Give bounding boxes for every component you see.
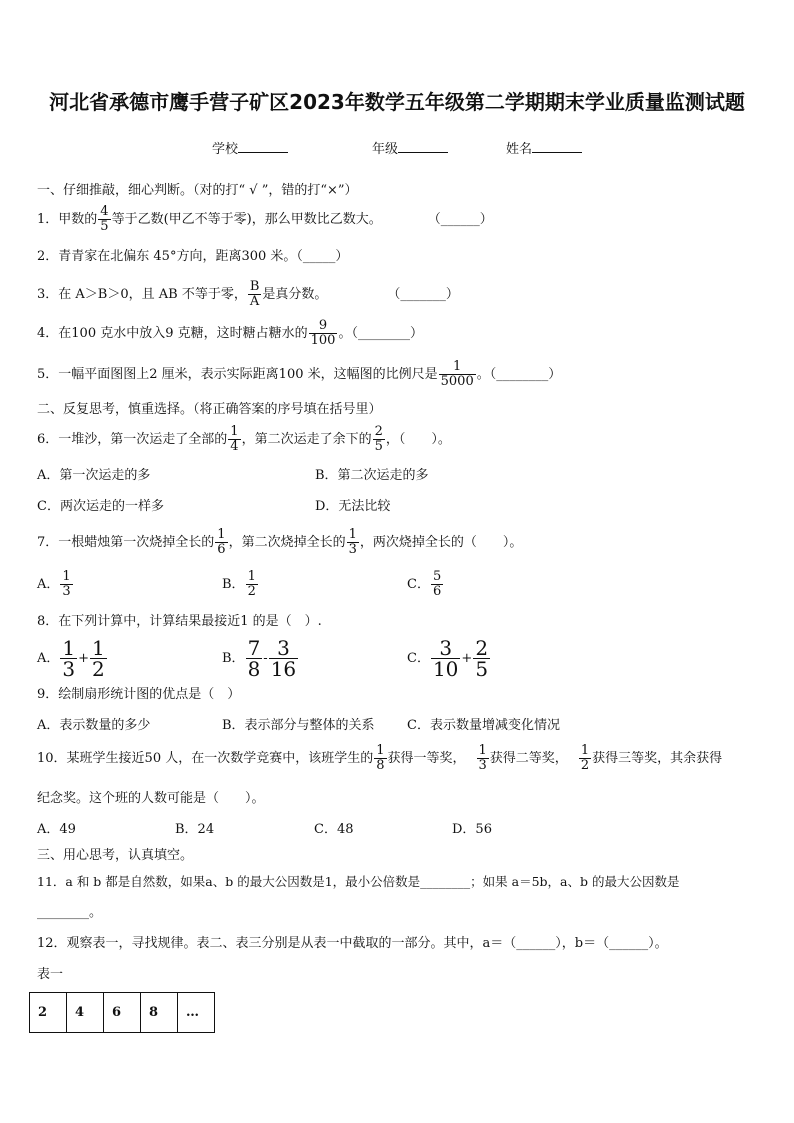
q8-c-fraction-2: $\frac{2}{5}$ xyxy=(475,636,489,681)
q7-text: 7．一根蜡烛第一次烧掉全长的 xyxy=(37,535,215,550)
sequence-table xyxy=(29,992,215,1033)
q10-line-2[interactable]: 纪念奖。这个班的人数可能是（ ）。 xyxy=(37,791,265,806)
q5-answer-blank[interactable]: 。（________） xyxy=(476,367,562,382)
q4-answer-blank[interactable]: 。（________） xyxy=(338,326,423,341)
q8-b-fraction-2: $\frac{3}{16}$ xyxy=(270,636,297,681)
table-cell: … xyxy=(178,993,215,1033)
grade-label: 年级 xyxy=(372,142,399,157)
q1-answer-blank[interactable]: （______） xyxy=(427,212,493,227)
q11-line-2[interactable]: ________。 xyxy=(37,905,103,920)
q9-option-a[interactable]: A．表示数量的多少 xyxy=(37,718,151,733)
table-1-label: 表一 xyxy=(37,967,64,982)
q6-text: 6．一堆沙，第一次运走了全部的 xyxy=(37,432,228,447)
q8-option-a[interactable]: A． $\frac{1}{3}$ + $\frac{1}{2}$ xyxy=(37,636,105,681)
question-7 xyxy=(37,528,522,557)
q9-option-b[interactable]: B．表示部分与整体的关系 xyxy=(222,718,375,733)
q7-option-b-fraction: $\frac{1}{2}$ xyxy=(247,569,256,599)
q6-answer-blank[interactable]: ，（ ）。 xyxy=(385,432,451,447)
q7-option-a[interactable]: A． $\frac{1}{3}$ xyxy=(37,569,71,599)
school-label: 学校 xyxy=(212,142,239,157)
question-12[interactable]: 12．观察表一，寻找规律。表二、表三分别是从表一中截取的一部分。其中，a＝（______），b＝（______）。 xyxy=(37,936,668,951)
question-5 xyxy=(37,360,561,389)
table-cell: 8 xyxy=(141,993,178,1033)
q7-option-c-fraction: $\frac{5}{6}$ xyxy=(432,569,442,599)
page-title: 河北省承德市鹰手营子矿区2023年数学五年级第二学期期末学业质量监测试题 xyxy=(49,90,745,114)
q8-b-fraction-1: $\frac{7}{8}$ xyxy=(247,636,261,681)
q6-option-b[interactable]: B．第二次运走的多 xyxy=(315,468,429,483)
table-cell: 6 xyxy=(104,993,141,1033)
question-3 xyxy=(37,280,459,309)
question-10: 10．某班学生接近50 人，在一次数学竞赛中，该班学生的 $\frac{1}{8}$ 获得一等奖， $\frac{1}{3}$ 获得二等奖， $\frac{1}{2}$ 获得三等奖，其余获得 xyxy=(37,743,723,773)
section2-heading: 二、反复思考，慎重选择。（将正确答案的序号填在括号里） xyxy=(37,402,382,417)
q8-option-c[interactable]: C． $\frac{3}{10}$ + $\frac{2}{5}$ xyxy=(407,636,489,681)
section3-heading: 三、用心思考，认真填空。 xyxy=(37,848,194,863)
table-cell: 2 xyxy=(30,993,67,1033)
q4-fraction: $\frac{9}{100}$ xyxy=(310,318,336,348)
q3-text-2: 是真分数。 xyxy=(262,287,328,302)
q8-a-fraction-2: $\frac{1}{2}$ xyxy=(92,636,105,681)
question-1 xyxy=(37,205,493,234)
q1-text: 1．甲数的 xyxy=(37,212,98,227)
q8-option-b[interactable]: B． $\frac{7}{8}$ - $\frac{3}{16}$ xyxy=(222,636,297,681)
name-field xyxy=(506,141,582,159)
q6-fraction-2: $\frac{2}{5}$ xyxy=(374,424,383,454)
q6-option-c[interactable]: C．两次运走的一样多 xyxy=(37,499,164,514)
name-label: 姓名 xyxy=(506,142,533,157)
q8-a-fraction-1: $\frac{1}{3}$ xyxy=(62,636,76,681)
q7-fraction-2: $\frac{1}{3}$ xyxy=(348,527,357,557)
q7-fraction-1: $\frac{1}{6}$ xyxy=(217,527,226,557)
table-row xyxy=(30,993,215,1033)
q5-fraction: $\frac{1}{5000}$ xyxy=(440,359,474,389)
q7-answer-blank[interactable]: ，两次烧掉全长的（ ）。 xyxy=(359,535,523,550)
q6-option-d[interactable]: D．无法比较 xyxy=(315,499,391,514)
question-6 xyxy=(37,425,451,454)
section1-heading: 一、仔细推敲，细心判断。（对的打“ √ ”，错的打“×”） xyxy=(37,183,358,198)
school-field xyxy=(212,141,288,159)
q10-option-b[interactable]: B．24 xyxy=(175,822,215,837)
q7-text-2: ，第二次烧掉全长的 xyxy=(228,535,346,550)
q9-option-c[interactable]: C．表示数量增减变化情况 xyxy=(407,718,560,733)
q3-answer-blank[interactable]: （_______） xyxy=(387,287,459,302)
q10-option-c[interactable]: C．48 xyxy=(314,822,354,837)
q4-text: 4．在100 克水中放入9 克糖，这时糖占糖水的 xyxy=(37,326,308,341)
q1-text-2: 等于乙数(甲乙不等于零)，那么甲数比乙数大。 xyxy=(111,212,382,227)
q3-text: 3．在 A＞B＞0，且 AB 不等于零， xyxy=(37,287,247,302)
q10-text: 10．某班学生接近50 人，在一次数学竞赛中，该班学生的 xyxy=(37,751,374,766)
q3-fraction: $\frac{B}{A}$ xyxy=(249,279,260,309)
question-11[interactable]: 11．a 和 b 都是自然数，如果a、b 的最大公因数是1，最小公倍数是________；如果 a＝5b，a、b 的最大公因数是 xyxy=(37,874,680,889)
q10-option-a[interactable]: A．49 xyxy=(37,822,76,837)
q7-option-b[interactable]: B． $\frac{1}{2}$ xyxy=(222,569,256,599)
question-4 xyxy=(37,319,423,348)
question-8: 8．在下列计算中，计算结果最接近1 的是（ ）. xyxy=(37,614,322,629)
q7-option-c[interactable]: C． $\frac{5}{6}$ xyxy=(407,569,442,599)
q6-text-2: ，第二次运走了余下的 xyxy=(241,432,372,447)
q7-option-a-fraction: $\frac{1}{3}$ xyxy=(62,569,71,599)
question-2: 2．青青家在北偏东 45°方向，距离300 米。（_____） xyxy=(37,249,349,264)
table-cell: 4 xyxy=(67,993,104,1033)
q6-option-a[interactable]: A．第一次运走的多 xyxy=(37,468,151,483)
q10-option-d[interactable]: D．56 xyxy=(452,822,492,837)
q10-fraction-2: $\frac{1}{3}$ xyxy=(478,743,487,773)
question-9: 9．绘制扇形统计图的优点是（ ） xyxy=(37,687,241,702)
q8-c-fraction-1: $\frac{3}{10}$ xyxy=(432,636,459,681)
q10-fraction-3: $\frac{1}{2}$ xyxy=(580,743,590,773)
q10-fraction-1: $\frac{1}{8}$ xyxy=(376,743,385,773)
q6-fraction-1: $\frac{1}{4}$ xyxy=(230,424,239,454)
grade-field xyxy=(372,141,448,159)
q5-text: 5．一幅平面图图上2 厘米，表示实际距离100 米，这幅图的比例尺是 xyxy=(37,367,438,382)
q1-fraction: $\frac{4}{5}$ xyxy=(100,204,109,234)
